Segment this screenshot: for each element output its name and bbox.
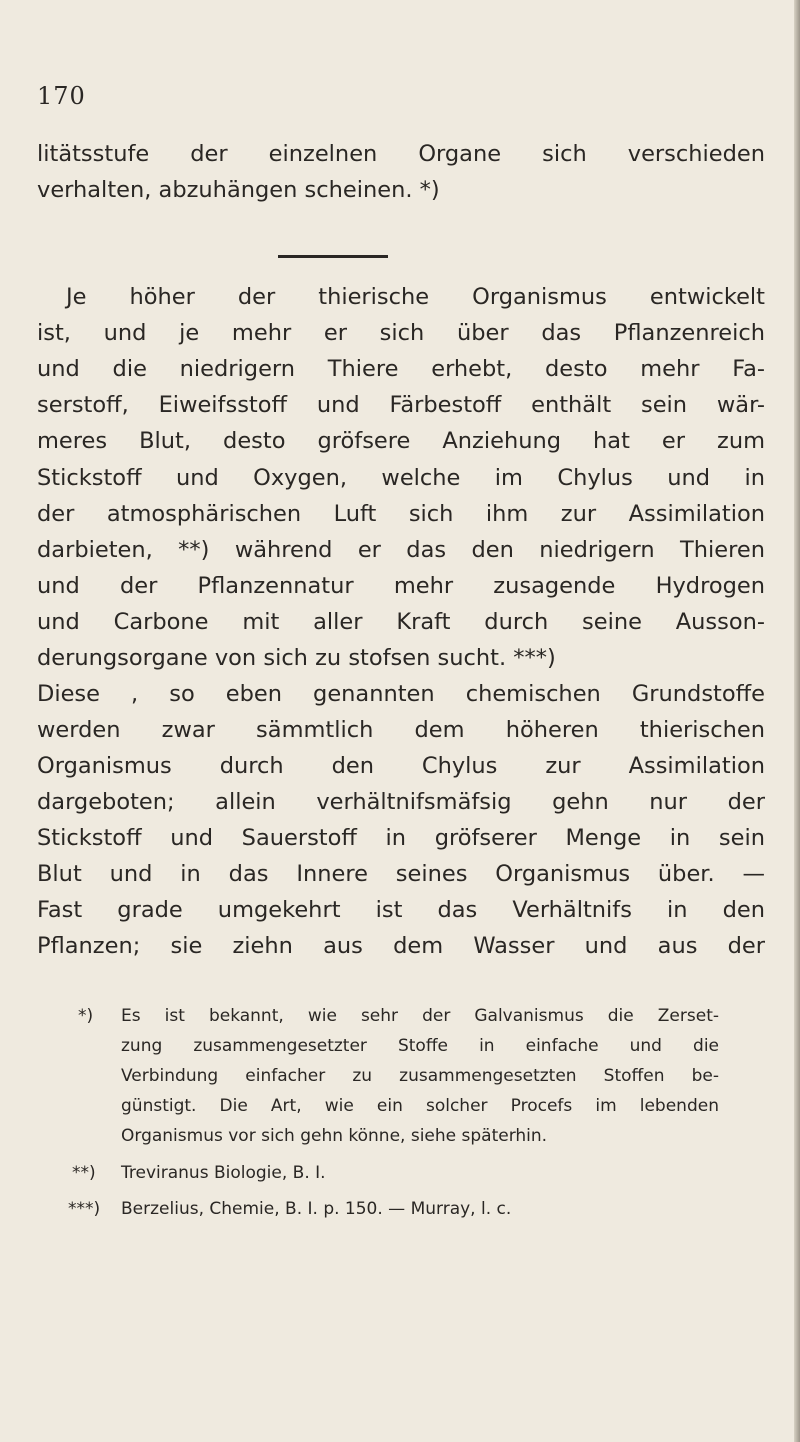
body-line: darbieten, **) während er das den niedrigern Thieren — [37, 537, 765, 563]
body-line: meres Blut, desto gröfsere Anziehung hat er zum — [37, 428, 765, 454]
body-line: Organismus durch den Chylus zur Assimilation — [37, 753, 765, 779]
body-line: litätsstufe der einzelnen Organe sich verschieden — [37, 141, 765, 167]
footnote-marker: ***) — [68, 1199, 101, 1219]
body-line: Stickstoff und Oxygen, welche im Chylus und in — [37, 465, 765, 491]
body-line: dargeboten; allein verhältnifsmäfsig gehn nur der — [37, 789, 765, 815]
footnote-line: Verbindung einfacher zu zusammengesetzten Stoffen be- — [121, 1066, 719, 1086]
footnote-line: Treviranus Biologie, B. I. — [121, 1163, 326, 1183]
body-line: Pflanzen; sie ziehn aus dem Wasser und aus der — [37, 933, 765, 959]
footnote-line: Es ist bekannt, wie sehr der Galvanismus die Zerset- — [121, 1006, 719, 1026]
page-number: 170 — [37, 82, 86, 110]
footnote-line: zung zusammengesetzter Stoffe in einfache und die — [121, 1036, 719, 1056]
body-line: und Carbone mit aller Kraft durch seine Ausson- — [37, 609, 765, 635]
body-line: Blut und in das Innere seines Organismus über. — — [37, 861, 765, 887]
footnote-line: Organismus vor sich gehn könne, siehe späterhin. — [121, 1126, 548, 1146]
body-line: werden zwar sämmtlich dem höheren thierischen — [37, 717, 765, 743]
body-line: verhalten, abzuhängen scheinen. *) — [37, 177, 440, 203]
footnote-line: günstigt. Die Art, wie ein solcher Procefs im lebenden — [121, 1096, 719, 1116]
body-line: Stickstoff und Sauerstoff in gröfserer Menge in sein — [37, 825, 765, 851]
body-line: derungsorgane von sich zu stofsen sucht. ***) — [37, 645, 556, 671]
body-line: der atmosphärischen Luft sich ihm zur Assimilation — [37, 501, 765, 527]
footnote-marker: *) — [78, 1006, 94, 1026]
body-line: Fast grade umgekehrt ist das Verhältnifs in den — [37, 897, 765, 923]
body-line: und der Pflanzennatur mehr zusagende Hydrogen — [37, 573, 765, 599]
footnote-marker: **) — [72, 1163, 96, 1183]
body-line: Diese , so eben genannten chemischen Grundstoffe — [37, 681, 765, 707]
body-line: ist, und je mehr er sich über das Pflanzenreich — [37, 320, 765, 346]
footnote-line: Berzelius, Chemie, B. I. p. 150. — Murray, l. c. — [121, 1199, 512, 1219]
body-line: und die niedrigern Thiere erhebt, desto mehr Fa- — [37, 356, 765, 382]
body-line: serstoff, Eiweifsstoff und Färbestoff enthält sein wär- — [37, 392, 765, 418]
body-line: Je höher der thierische Organismus entwickelt — [66, 284, 765, 310]
section-divider — [278, 255, 388, 258]
page-edge-shadow — [794, 0, 800, 1442]
